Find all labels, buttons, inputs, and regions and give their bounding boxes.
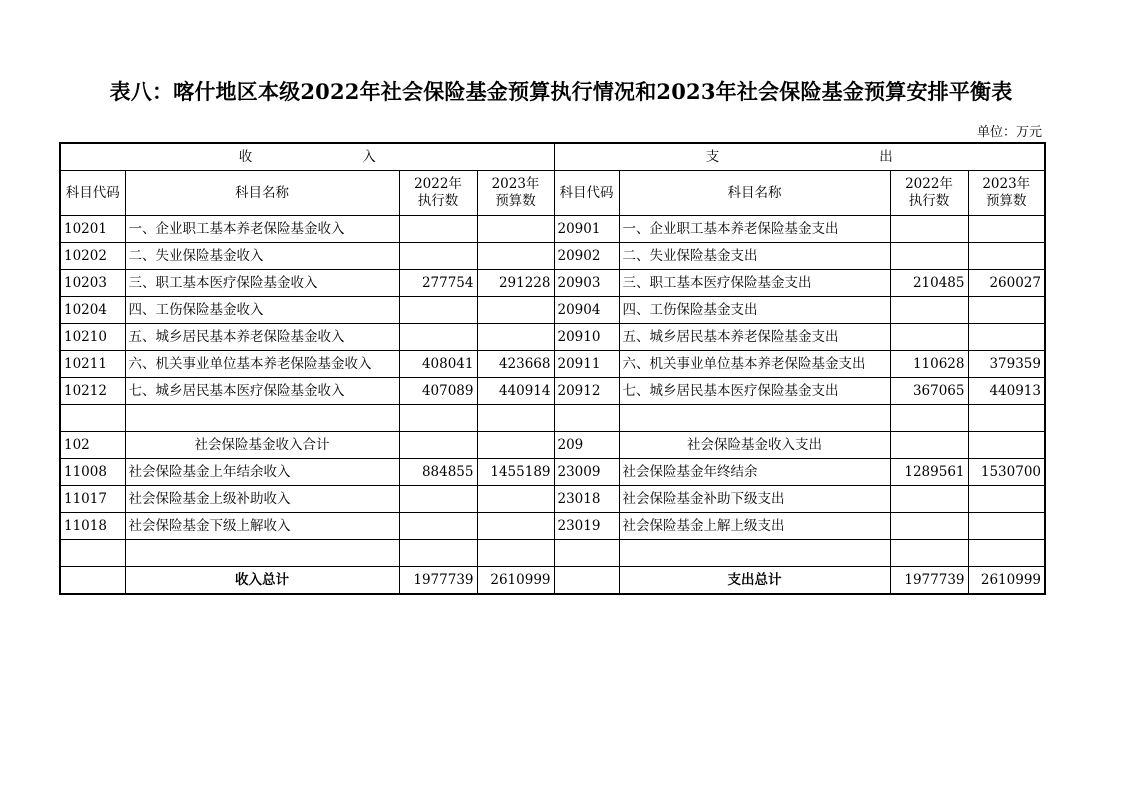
income-name-cell <box>125 405 399 432</box>
expense-code-cell: 20903 <box>554 270 619 297</box>
expense-code-cell: 23019 <box>554 513 619 540</box>
income-name-cell: 一、企业职工基本养老保险基金收入 <box>125 216 399 243</box>
income-2023-header-line1: 2023年 <box>491 176 540 192</box>
table-row <box>60 459 1045 486</box>
income-total-label: 收入总计 <box>125 567 399 595</box>
income-name-cell: 六、机关事业单位基本养老保险基金收入 <box>125 351 399 378</box>
income-section-label-b: 入 <box>362 149 376 165</box>
income-section-header <box>60 143 554 171</box>
expense-2023-cell: 440913 <box>968 378 1045 405</box>
expense-code-cell: 209 <box>554 432 619 459</box>
income-2023-cell: 1455189 <box>477 459 554 486</box>
income-2023-cell: 291228 <box>477 270 554 297</box>
income-2022-cell <box>399 405 477 432</box>
income-name-cell: 社会保险基金收入合计 <box>125 432 399 459</box>
income-code-cell: 10203 <box>60 270 125 297</box>
expense-name-cell: 二、失业保险基金支出 <box>619 243 890 270</box>
expense-name-cell: 社会保险基金补助下级支出 <box>619 486 890 513</box>
income-2022-cell: 884855 <box>399 459 477 486</box>
expense-2023-cell <box>968 216 1045 243</box>
income-name-cell: 五、城乡居民基本养老保险基金收入 <box>125 324 399 351</box>
income-2023-cell <box>477 297 554 324</box>
expense-2023-cell: 379359 <box>968 351 1045 378</box>
expense-name-cell: 六、机关事业单位基本养老保险基金支出 <box>619 351 890 378</box>
income-2023-cell <box>477 216 554 243</box>
income-total-code-cell <box>60 567 125 595</box>
income-2022-cell <box>399 513 477 540</box>
expense-2022-cell <box>890 513 968 540</box>
income-2022-cell <box>399 540 477 567</box>
expense-2022-cell <box>890 540 968 567</box>
income-2022-cell: 277754 <box>399 270 477 297</box>
expense-2022-cell <box>890 297 968 324</box>
table-row <box>60 432 1045 459</box>
expense-2022-cell <box>890 243 968 270</box>
income-2022-cell <box>399 216 477 243</box>
table-row <box>60 513 1045 540</box>
income-2022-header-line2: 执行数 <box>417 193 459 209</box>
income-code-cell: 10202 <box>60 243 125 270</box>
expense-2022-cell <box>890 216 968 243</box>
expense-name-cell: 三、职工基本医疗保险基金支出 <box>619 270 890 297</box>
expense-2022-cell: 110628 <box>890 351 968 378</box>
expense-2023-cell <box>968 405 1045 432</box>
income-code-cell: 10210 <box>60 324 125 351</box>
income-2023-cell <box>477 540 554 567</box>
income-code-cell: 10212 <box>60 378 125 405</box>
expense-2023-cell <box>968 243 1045 270</box>
income-2022-cell: 408041 <box>399 351 477 378</box>
expense-2023-header-line2: 预算数 <box>986 193 1027 209</box>
expense-name-cell: 四、工伤保险基金支出 <box>619 297 890 324</box>
income-2023-cell <box>477 486 554 513</box>
income-total-2023: 2610999 <box>477 567 554 595</box>
income-name-cell <box>125 540 399 567</box>
income-2022-cell: 407089 <box>399 378 477 405</box>
expense-2022-cell <box>890 486 968 513</box>
balance-table <box>59 142 1046 595</box>
expense-total-2023: 2610999 <box>968 567 1045 595</box>
expense-2022-cell <box>890 324 968 351</box>
expense-name-header: 科目名称 <box>619 171 890 216</box>
income-code-cell <box>60 405 125 432</box>
expense-2022-cell: 210485 <box>890 270 968 297</box>
income-name-cell: 四、工伤保险基金收入 <box>125 297 399 324</box>
expense-name-cell: 七、城乡居民基本医疗保险基金支出 <box>619 378 890 405</box>
expense-2023-cell <box>968 540 1045 567</box>
income-name-cell: 三、职工基本医疗保险基金收入 <box>125 270 399 297</box>
expense-2022-cell <box>890 405 968 432</box>
expense-2023-cell <box>968 324 1045 351</box>
table-row <box>60 216 1045 243</box>
income-2023-cell: 440914 <box>477 378 554 405</box>
income-2022-cell <box>399 243 477 270</box>
income-2023-cell: 423668 <box>477 351 554 378</box>
income-code-cell: 10201 <box>60 216 125 243</box>
expense-code-cell: 20901 <box>554 216 619 243</box>
expense-2022-header-line2: 执行数 <box>908 193 950 209</box>
expense-name-cell: 五、城乡居民基本养老保险基金支出 <box>619 324 890 351</box>
expense-name-cell: 一、企业职工基本养老保险基金支出 <box>619 216 890 243</box>
income-code-cell: 11008 <box>60 459 125 486</box>
income-name-cell: 社会保险基金下级上解收入 <box>125 513 399 540</box>
table-row <box>60 324 1045 351</box>
expense-2022-cell <box>890 432 968 459</box>
expense-2022-cell: 367065 <box>890 378 968 405</box>
expense-2023-cell: 260027 <box>968 270 1045 297</box>
expense-2022-header-line1: 2022年 <box>905 176 953 192</box>
table-row <box>60 486 1045 513</box>
section-header-row <box>60 143 1045 171</box>
expense-2023-header <box>968 171 1045 216</box>
expense-code-header: 科目代码 <box>554 171 619 216</box>
income-2022-header-line1: 2022年 <box>414 176 462 192</box>
table-row <box>60 270 1045 297</box>
expense-code-cell: 23018 <box>554 486 619 513</box>
income-code-header: 科目代码 <box>60 171 125 216</box>
expense-code-cell: 20904 <box>554 297 619 324</box>
expense-section-label-a: 支 <box>705 149 720 165</box>
expense-name-cell: 社会保险基金收入支出 <box>619 432 890 459</box>
income-code-cell: 10204 <box>60 297 125 324</box>
income-name-cell: 七、城乡居民基本医疗保险基金收入 <box>125 378 399 405</box>
expense-2023-cell <box>968 486 1045 513</box>
income-2023-cell <box>477 405 554 432</box>
table-row <box>60 378 1045 405</box>
income-code-cell: 11018 <box>60 513 125 540</box>
income-2023-cell <box>477 243 554 270</box>
income-name-header: 科目名称 <box>125 171 399 216</box>
expense-total-2022: 1977739 <box>890 567 968 595</box>
document-title: 表八：喀什地区本级2022年社会保险基金预算执行情况和2023年社会保险基金预算安排平衡表 <box>109 79 1013 104</box>
expense-total-label: 支出总计 <box>619 567 890 595</box>
income-total-2022: 1977739 <box>399 567 477 595</box>
income-name-cell: 社会保险基金上年结余收入 <box>125 459 399 486</box>
income-code-cell <box>60 540 125 567</box>
income-2022-header <box>399 171 477 216</box>
income-name-cell: 二、失业保险基金收入 <box>125 243 399 270</box>
table-row <box>60 297 1045 324</box>
expense-code-cell: 20911 <box>554 351 619 378</box>
expense-2023-cell <box>968 513 1045 540</box>
expense-code-cell: 23009 <box>554 459 619 486</box>
income-code-cell: 102 <box>60 432 125 459</box>
income-section-label-a: 收 <box>238 149 253 165</box>
expense-name-cell: 社会保险基金年终结余 <box>619 459 890 486</box>
expense-2022-header <box>890 171 968 216</box>
expense-name-cell <box>619 405 890 432</box>
unit-label: 单位：万元 <box>976 125 1042 140</box>
expense-2023-header-line1: 2023年 <box>982 176 1031 192</box>
expense-code-cell: 20902 <box>554 243 619 270</box>
expense-name-cell: 社会保险基金上解上级支出 <box>619 513 890 540</box>
income-2022-cell <box>399 297 477 324</box>
expense-code-cell <box>554 405 619 432</box>
table-row <box>60 405 1045 432</box>
expense-code-cell: 20912 <box>554 378 619 405</box>
income-code-cell: 10211 <box>60 351 125 378</box>
expense-section-header <box>554 143 1045 171</box>
income-2023-cell <box>477 513 554 540</box>
income-2022-cell <box>399 486 477 513</box>
expense-total-code-cell <box>554 567 619 595</box>
expense-code-cell <box>554 540 619 567</box>
income-2023-cell <box>477 432 554 459</box>
expense-name-cell <box>619 540 890 567</box>
income-name-cell: 社会保险基金上级补助收入 <box>125 486 399 513</box>
table-row <box>60 243 1045 270</box>
total-row <box>60 567 1045 595</box>
expense-2023-cell <box>968 432 1045 459</box>
column-header-row <box>60 171 1045 216</box>
income-2023-cell <box>477 324 554 351</box>
expense-2023-cell <box>968 297 1045 324</box>
expense-2023-cell: 1530700 <box>968 459 1045 486</box>
expense-2022-cell: 1289561 <box>890 459 968 486</box>
income-code-cell: 11017 <box>60 486 125 513</box>
income-2022-cell <box>399 324 477 351</box>
income-2022-cell <box>399 432 477 459</box>
income-2023-header <box>477 171 554 216</box>
table-row <box>60 351 1045 378</box>
income-2023-header-line2: 预算数 <box>495 193 536 209</box>
table-row <box>60 540 1045 567</box>
expense-code-cell: 20910 <box>554 324 619 351</box>
expense-section-label-b: 出 <box>879 149 893 165</box>
